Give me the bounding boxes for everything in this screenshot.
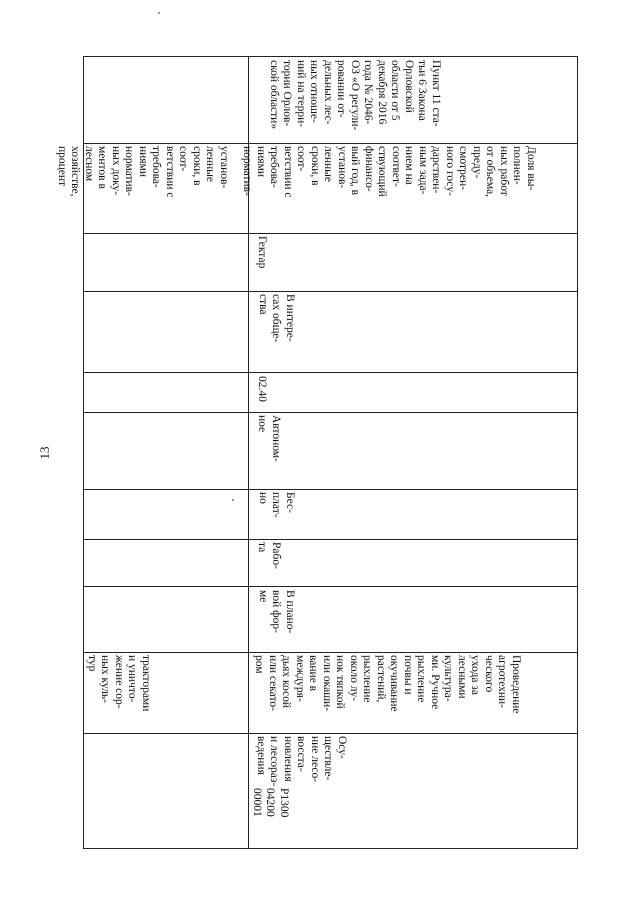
- col-separator: [83, 233, 578, 234]
- payment-cell: Бес- плат- но: [257, 492, 296, 518]
- code-cell: Р1300 04200 00001: [251, 788, 290, 818]
- name-cell: Осу- ществле- ние лесо- восста- новления и лесораз- ведения: [255, 736, 348, 787]
- prev-row-measure-text: установ- ленные сроки, в соот- ветствии с требова- ниями норматив- ных доку- ментов в лесном хозяйстве, процент: [56, 146, 230, 198]
- interest-cell: В интере- сах обще- ства: [257, 294, 296, 343]
- col-separator: [83, 652, 578, 653]
- unit-cell: Гектар: [256, 236, 268, 269]
- col-separator: [83, 412, 578, 413]
- col-separator: [83, 586, 578, 587]
- institution-type-cell: Автоном- ное: [256, 415, 282, 462]
- page-number: 13: [37, 446, 52, 460]
- content-cell: Проведение агротехни- ческого ухода за лесными культура- ми. Ручное рыхление почвы и окучивание растений, рыхление около лу- нок тяпкой или окаши- вание в междуря- дьях косой или секато- ром: [253, 655, 522, 714]
- legal-basis-cell: Пункт 11 ста- тьи 6 Закона Орловской области от 5 декабря 2016 года № 2046- ОЗ «О регули- ровании от- дельных лес- ных отноше- ний на терри- тории Орлов- ской области»: [268, 60, 442, 131]
- type-cell: Рабо- та: [256, 542, 282, 569]
- col-separator: [83, 291, 578, 292]
- indicator-cell: Доля вы- полнен- ных работ от объема, преду- смотрен- ного госу- дарствен- ным зада- нием на соответ- ствующий финансо- вый год, в установ- ленные сроки, в соот- ветствии с требова- ниями норматив-: [241, 146, 537, 198]
- col-separator: [83, 489, 578, 490]
- col-separator: [83, 372, 578, 373]
- col-separator: [83, 733, 578, 734]
- prev-row-work-text: тракторами и уничто- жение сор- ных куль- тур: [86, 655, 152, 712]
- col-separator: [83, 143, 578, 144]
- form-cell: В плано- вой фор- ме: [257, 590, 296, 634]
- scan-speck: [232, 499, 234, 501]
- col-separator: [83, 539, 578, 540]
- okved-cell: 02.40: [256, 376, 268, 402]
- scan-speck: [158, 12, 160, 14]
